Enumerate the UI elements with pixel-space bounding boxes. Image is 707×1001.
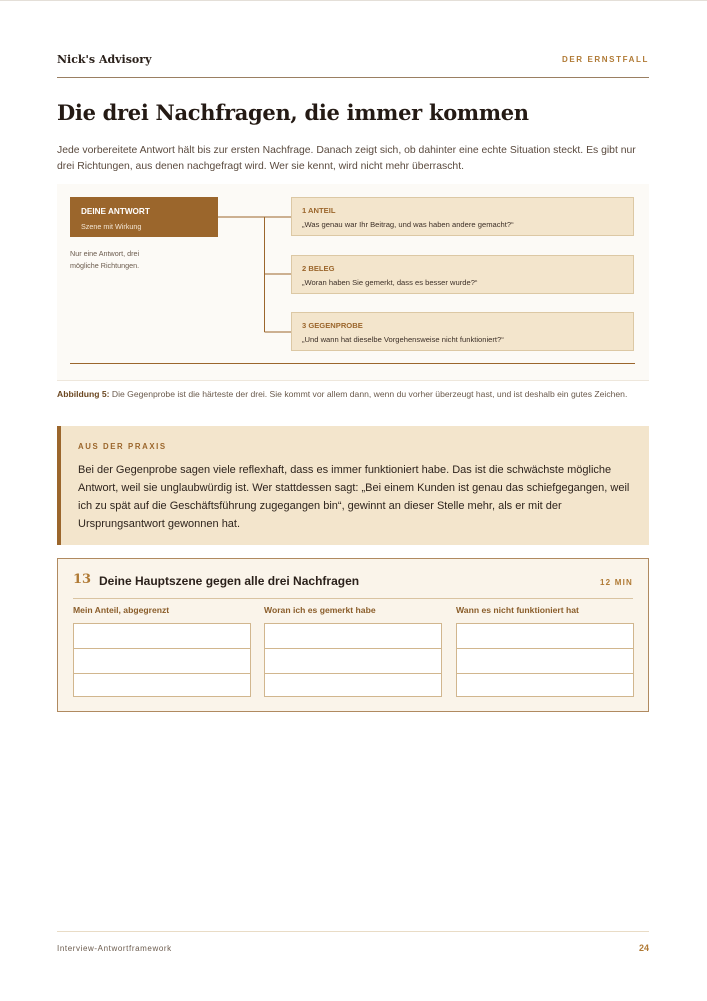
brand-name: Nick's Advisory (57, 53, 152, 66)
figure-divider (57, 380, 649, 381)
branch-node-gegenprobe (291, 312, 634, 351)
writing-line[interactable] (457, 674, 633, 696)
writing-line[interactable] (74, 649, 250, 674)
branch-node-anteil (291, 197, 634, 236)
top-border (0, 0, 707, 1)
branch-question: „Und wann hat dieselbe Vorgehensweise nicht funktioniert?“ (302, 335, 504, 344)
branch-diagram (57, 184, 649, 380)
writing-line[interactable] (74, 674, 250, 696)
page-title: Die drei Nachfragen, die immer kommen (57, 100, 529, 125)
writing-line[interactable] (265, 674, 441, 696)
branch-question: „Was genau war Ihr Beitrag, und was haben andere gemacht?“ (302, 220, 514, 229)
writing-field[interactable] (73, 623, 251, 697)
callout-kicker: AUS DER PRAXIS (78, 442, 167, 451)
root-note: Nur eine Antwort, drei mögliche Richtungen. (70, 249, 140, 270)
exercise-divider (73, 598, 633, 599)
figure-caption (57, 388, 649, 401)
writing-field[interactable] (264, 623, 442, 697)
writing-line[interactable] (74, 624, 250, 649)
column-heading: Mein Anteil, abgegrenzt (73, 605, 170, 615)
writing-line[interactable] (265, 624, 441, 649)
writing-line[interactable] (265, 649, 441, 674)
practice-callout (57, 426, 649, 545)
root-node-subtitle: Szene mit Wirkung (81, 222, 142, 231)
intro-paragraph: Jede vorbereitete Antwort hält bis zur ersten Nachfrage. Danach zeigt sich, ob dahinter eine echte Situation steckt. Es gibt nur drei Richtungen, aus denen nachgefragt wird. Wer sie kennt, wird nicht mehr überrascht. (57, 145, 636, 172)
branch-question: „Woran haben Sie gemerkt, dass es besser wurde?“ (302, 278, 478, 287)
branch-title: 3 GEGENPROBE (302, 321, 363, 330)
root-node (70, 197, 218, 237)
branch-title: 1 ANTEIL (302, 206, 336, 215)
exercise-number: 13 (73, 572, 92, 587)
exercise-card (57, 558, 649, 712)
writing-line[interactable] (457, 624, 633, 649)
exercise-column-gegenprobe (456, 605, 634, 697)
writing-field[interactable] (456, 623, 634, 697)
branch-title: 2 BELEG (302, 264, 335, 273)
page-number: 24 (638, 943, 649, 953)
exercise-column-beleg (264, 605, 442, 697)
root-node-title: DEINE ANTWORT (81, 207, 150, 216)
branch-node-beleg (291, 255, 634, 294)
exercise-column-anteil (73, 605, 251, 697)
caption-text: Die Gegenprobe ist die härteste der drei. Sie kommt vor allem dann, wenn du vorher überzeugt hast, und ist deshalb ein gutes Zeichen. (109, 389, 628, 399)
footer-title: Interview-Antwortframework (57, 944, 172, 953)
column-heading: Woran ich es gemerkt habe (264, 605, 376, 615)
page-header (57, 53, 649, 78)
writing-line[interactable] (457, 649, 633, 674)
section-label: DER ERNSTFALL (561, 55, 649, 64)
caption-label: Abbildung 5: (57, 389, 110, 399)
exercise-duration: 12 MIN (600, 578, 633, 587)
callout-body: Bei der Gegenprobe sagen viele reflexhaft, dass es immer funktioniert habe. Das ist die schwächste mögliche Antwort, weil sie unglaubwürdig ist. Wer stattdessen sagt: „Bei einem Kunden ist genau das schiefgegangen, weil ich zu spät auf die Geschäftsführung zugegangen bin“, gewinnt an dieser Stelle mehr, als er mit der Ursprungsantwort gewonnen hat. (78, 464, 630, 530)
page-footer (57, 931, 649, 958)
exercise-title: Deine Hauptszene gegen alle drei Nachfragen (99, 574, 360, 588)
column-heading: Wann es nicht funktioniert hat (456, 605, 579, 615)
